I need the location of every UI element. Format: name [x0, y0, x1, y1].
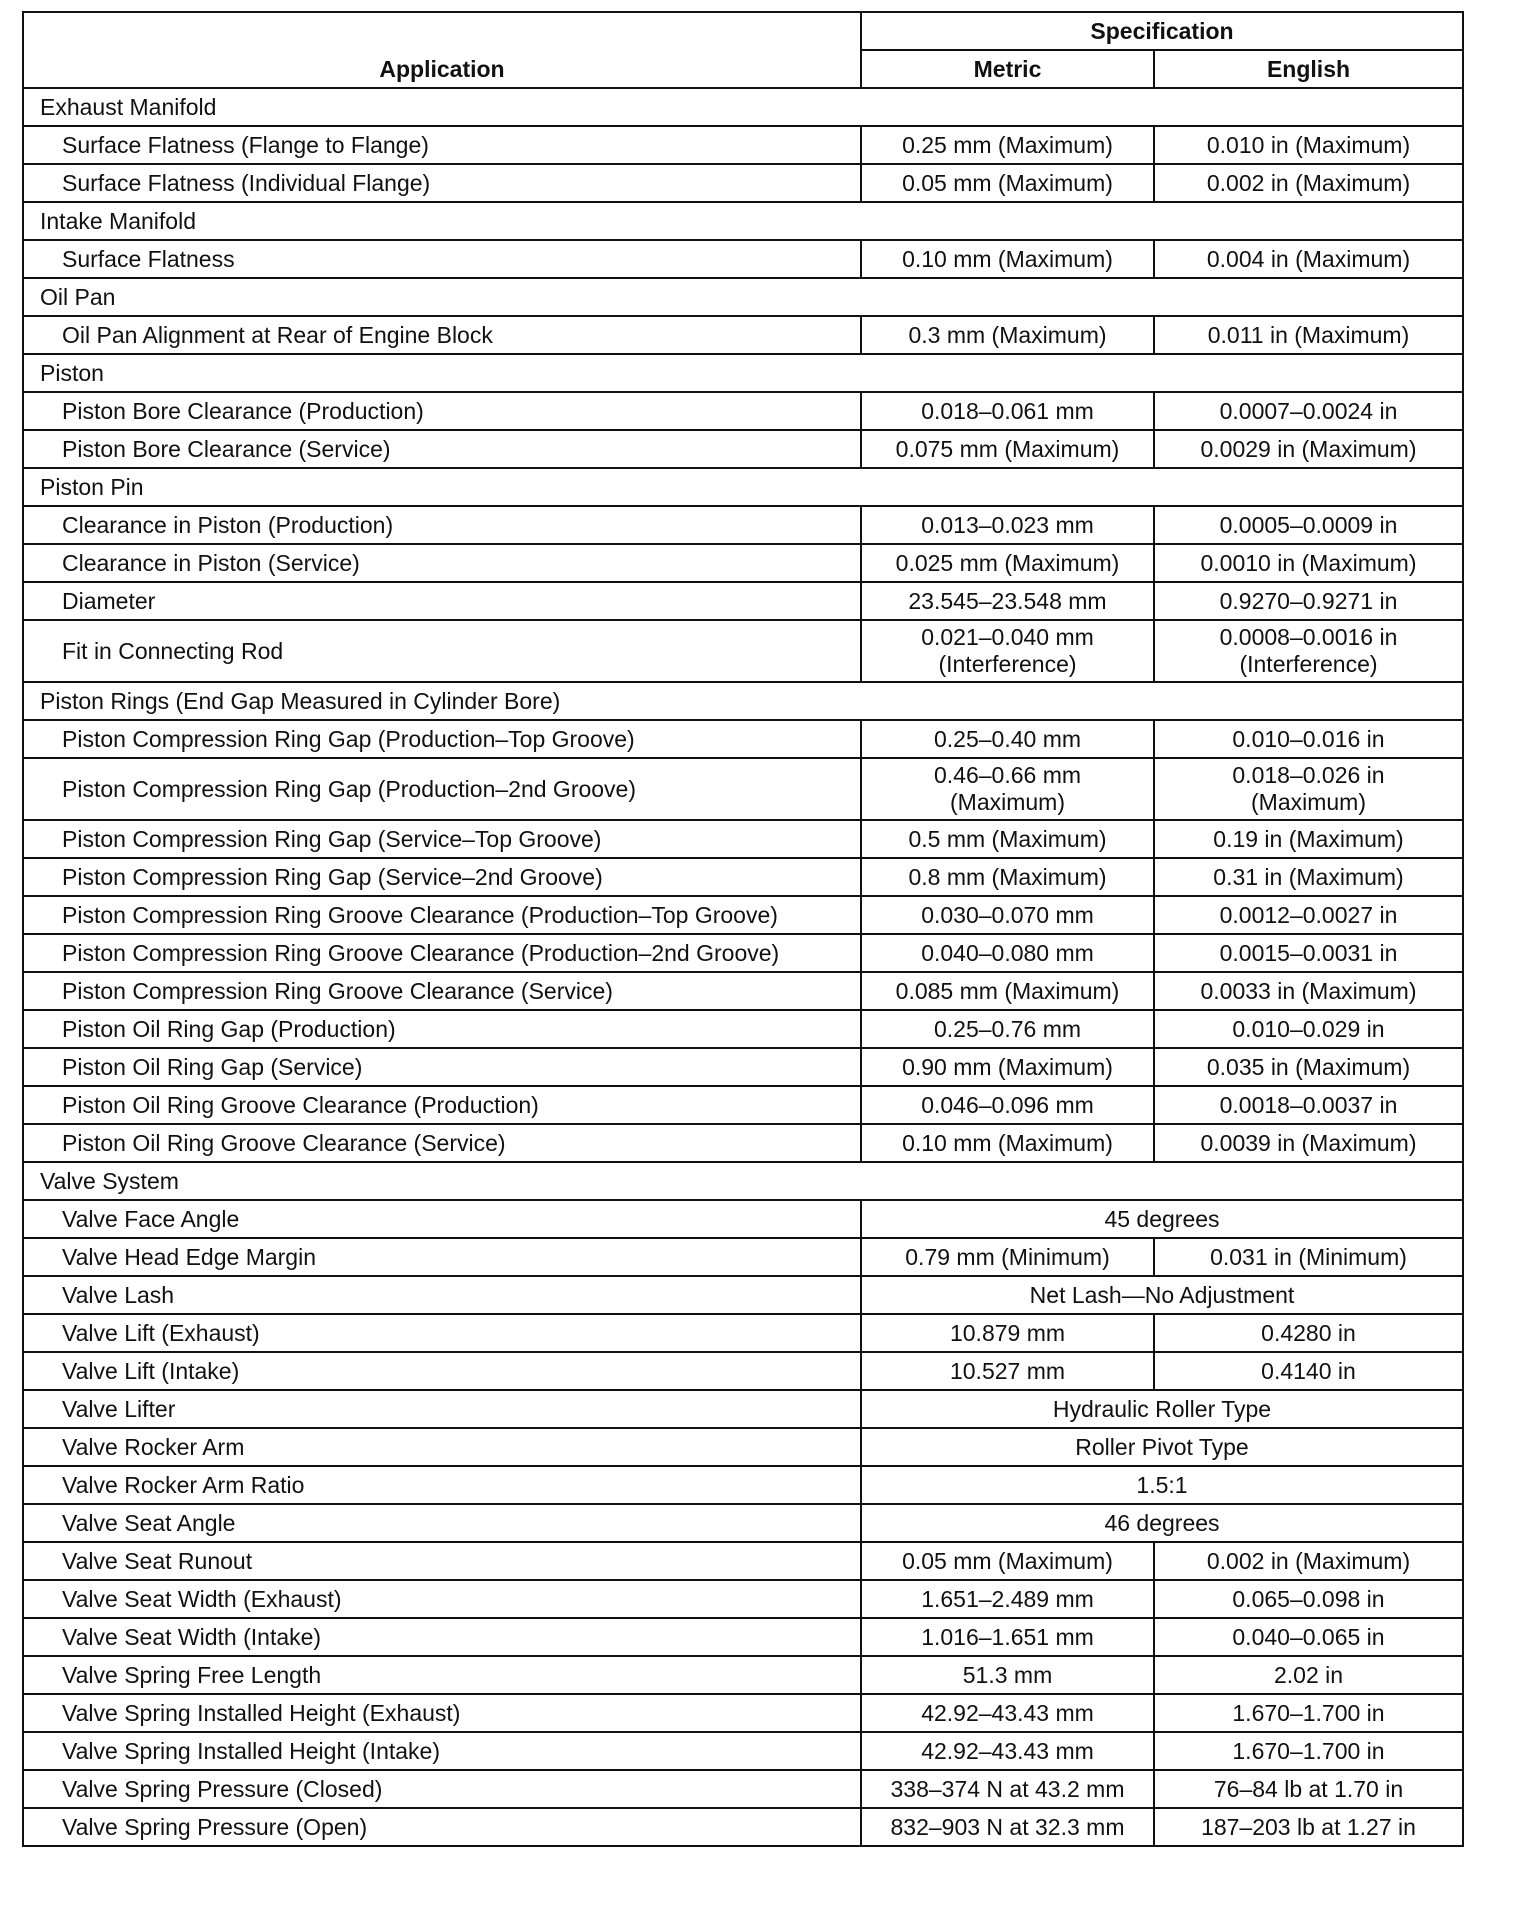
english-cell-value: 0.4140 in [1261, 1357, 1356, 1384]
metric-cell-value: 10.879 mm [949, 1319, 1066, 1346]
header-application: Application [23, 12, 861, 88]
table-row [23, 820, 1463, 858]
metric-cell [861, 620, 1154, 682]
table-row [23, 430, 1463, 468]
metric-cell-value: 0.075 mm (Maximum) [895, 435, 1120, 462]
table-body [23, 88, 1463, 1846]
english-cell [1154, 1656, 1463, 1694]
metric-cell [861, 1770, 1154, 1808]
english-cell [1154, 506, 1463, 544]
application-cell: Valve Head Edge Margin [23, 1238, 861, 1276]
specification-cell: Net Lash—No Adjustment [861, 1276, 1463, 1314]
metric-cell [861, 392, 1154, 430]
metric-cell [861, 506, 1154, 544]
application-cell: Valve Lift (Intake) [23, 1352, 861, 1390]
english-cell-value: 0.0007–0.0024 in [1219, 397, 1398, 424]
section-row [23, 468, 1463, 506]
metric-cell [861, 164, 1154, 202]
english-cell-value: 0.002 in (Maximum) [1206, 1547, 1411, 1574]
section-title: Piston [23, 354, 1463, 392]
metric-cell [861, 430, 1154, 468]
metric-cell-value: 0.25–0.76 mm [933, 1015, 1082, 1042]
specification-cell: Hydraulic Roller Type [861, 1390, 1463, 1428]
english-cell-value: 0.010 in (Maximum) [1206, 131, 1411, 158]
application-cell: Piston Compression Ring Groove Clearance (Production–Top Groove) [23, 896, 861, 934]
application-cell: Piston Oil Ring Groove Clearance (Production) [23, 1086, 861, 1124]
english-cell [1154, 858, 1463, 896]
metric-cell [861, 720, 1154, 758]
english-cell-value: 0.065–0.098 in [1232, 1585, 1385, 1612]
application-cell: Valve Seat Width (Intake) [23, 1618, 861, 1656]
english-cell [1154, 1314, 1463, 1352]
english-cell [1154, 1580, 1463, 1618]
english-cell-value: 0.018–0.026 in [1232, 762, 1385, 788]
table-row [23, 1808, 1463, 1846]
english-cell-value: 0.0018–0.0037 in [1219, 1091, 1398, 1118]
table-row [23, 1694, 1463, 1732]
metric-cell-value: 0.046–0.096 mm [921, 1091, 1094, 1118]
english-cell-note: (Maximum) [1251, 789, 1366, 815]
table-row [23, 1314, 1463, 1352]
metric-cell-value: 0.013–0.023 mm [921, 511, 1094, 538]
english-cell-value: 0.011 in (Maximum) [1207, 321, 1410, 348]
table-row [23, 316, 1463, 354]
english-cell-value: 0.0015–0.0031 in [1219, 939, 1398, 966]
table-row [23, 972, 1463, 1010]
specification-cell: 1.5:1 [861, 1466, 1463, 1504]
application-cell: Valve Rocker Arm [23, 1428, 861, 1466]
application-cell: Valve Lifter [23, 1390, 861, 1428]
metric-cell-value: 42.92–43.43 mm [921, 1737, 1094, 1764]
metric-cell [861, 544, 1154, 582]
application-cell: Piston Compression Ring Gap (Production–Top Groove) [23, 720, 861, 758]
metric-cell-value: 832–903 N at 32.3 mm [890, 1813, 1125, 1840]
header-metric: Metric [861, 50, 1154, 88]
application-cell: Valve Seat Runout [23, 1542, 861, 1580]
english-cell [1154, 1808, 1463, 1846]
metric-cell [861, 582, 1154, 620]
metric-cell [861, 1048, 1154, 1086]
application-cell: Valve Spring Pressure (Closed) [23, 1770, 861, 1808]
table-row [23, 1466, 1463, 1504]
specification-cell: 46 degrees [861, 1504, 1463, 1542]
application-cell: Valve Seat Width (Exhaust) [23, 1580, 861, 1618]
english-cell [1154, 240, 1463, 278]
english-cell [1154, 164, 1463, 202]
application-cell: Valve Spring Pressure (Open) [23, 1808, 861, 1846]
english-cell-value: 0.0033 in (Maximum) [1200, 977, 1417, 1004]
section-row [23, 354, 1463, 392]
english-cell-value: 76–84 lb at 1.70 in [1213, 1775, 1404, 1802]
table-row [23, 1656, 1463, 1694]
table-row [23, 1580, 1463, 1618]
english-cell-value: 2.02 in [1273, 1661, 1344, 1688]
metric-cell [861, 1656, 1154, 1694]
metric-cell-value: 23.545–23.548 mm [908, 587, 1107, 614]
english-cell [1154, 1124, 1463, 1162]
header-specification: Specification [861, 12, 1463, 50]
section-row [23, 278, 1463, 316]
metric-cell-value: 0.030–0.070 mm [921, 901, 1094, 928]
english-cell [1154, 430, 1463, 468]
table-row [23, 1504, 1463, 1542]
metric-cell-value: 338–374 N at 43.2 mm [890, 1775, 1125, 1802]
metric-cell-value: 0.05 mm (Maximum) [902, 1547, 1113, 1574]
table-row [23, 1010, 1463, 1048]
metric-cell [861, 820, 1154, 858]
english-cell-value: 0.19 in (Maximum) [1213, 825, 1404, 852]
english-cell-value: 0.002 in (Maximum) [1206, 169, 1411, 196]
table-row [23, 392, 1463, 430]
english-cell [1154, 1542, 1463, 1580]
english-cell [1154, 1086, 1463, 1124]
application-cell: Surface Flatness (Flange to Flange) [23, 126, 861, 164]
metric-cell [861, 240, 1154, 278]
metric-cell [861, 1618, 1154, 1656]
section-row [23, 202, 1463, 240]
metric-cell-value: 0.5 mm (Maximum) [908, 825, 1107, 852]
specification-cell: Roller Pivot Type [861, 1428, 1463, 1466]
metric-cell [861, 1694, 1154, 1732]
table-row [23, 1086, 1463, 1124]
english-cell-value: 0.0010 in (Maximum) [1200, 549, 1417, 576]
english-cell [1154, 316, 1463, 354]
metric-cell [861, 1238, 1154, 1276]
english-cell-value: 0.0029 in (Maximum) [1200, 435, 1417, 462]
section-title: Oil Pan [23, 278, 1463, 316]
metric-cell [861, 1542, 1154, 1580]
english-cell-value: 0.010–0.016 in [1232, 725, 1385, 752]
english-cell [1154, 544, 1463, 582]
table-row [23, 1048, 1463, 1086]
application-cell: Valve Spring Installed Height (Exhaust) [23, 1694, 861, 1732]
application-cell: Surface Flatness [23, 240, 861, 278]
english-cell-value: 0.4280 in [1261, 1319, 1356, 1346]
english-cell-value: 0.31 in (Maximum) [1213, 863, 1404, 890]
metric-cell-note: (Maximum) [950, 789, 1065, 815]
english-cell [1154, 1770, 1463, 1808]
english-cell [1154, 972, 1463, 1010]
application-cell: Piston Compression Ring Gap (Service–2nd Groove) [23, 858, 861, 896]
metric-cell-value: 42.92–43.43 mm [921, 1699, 1094, 1726]
metric-cell-value: 0.10 mm (Maximum) [902, 245, 1113, 272]
metric-cell-value: 0.46–0.66 mm [933, 762, 1082, 788]
table-header [23, 12, 1463, 88]
english-cell [1154, 1618, 1463, 1656]
metric-cell-value: 0.90 mm (Maximum) [902, 1053, 1113, 1080]
metric-cell-value: 0.040–0.080 mm [921, 939, 1094, 966]
metric-cell-value: 0.3 mm (Maximum) [908, 321, 1107, 348]
application-cell: Valve Rocker Arm Ratio [23, 1466, 861, 1504]
section-title: Intake Manifold [23, 202, 1463, 240]
metric-cell [861, 896, 1154, 934]
english-cell [1154, 896, 1463, 934]
english-cell [1154, 620, 1463, 682]
table-row [23, 896, 1463, 934]
metric-cell-value: 0.085 mm (Maximum) [895, 977, 1120, 1004]
english-cell [1154, 1732, 1463, 1770]
english-cell [1154, 1694, 1463, 1732]
english-cell-note: (Interference) [1239, 651, 1378, 677]
metric-cell-value: 0.25–0.40 mm [933, 725, 1082, 752]
english-cell [1154, 758, 1463, 820]
table-row [23, 1124, 1463, 1162]
table-row [23, 1732, 1463, 1770]
application-cell: Surface Flatness (Individual Flange) [23, 164, 861, 202]
table-row [23, 758, 1463, 820]
metric-cell-value: 0.25 mm (Maximum) [902, 131, 1113, 158]
english-cell-value: 0.9270–0.9271 in [1219, 587, 1398, 614]
metric-cell-value: 1.016–1.651 mm [921, 1623, 1094, 1650]
section-title: Exhaust Manifold [23, 88, 1463, 126]
table-row [23, 506, 1463, 544]
english-cell [1154, 1010, 1463, 1048]
application-cell: Valve Spring Free Length [23, 1656, 861, 1694]
application-cell: Valve Lift (Exhaust) [23, 1314, 861, 1352]
english-cell [1154, 582, 1463, 620]
application-cell: Piston Compression Ring Groove Clearance (Production–2nd Groove) [23, 934, 861, 972]
table-row [23, 582, 1463, 620]
section-title: Piston Rings (End Gap Measured in Cylinder Bore) [23, 682, 1463, 720]
english-cell-value: 0.0039 in (Maximum) [1200, 1129, 1417, 1156]
application-cell: Piston Oil Ring Gap (Service) [23, 1048, 861, 1086]
english-cell-value: 0.010–0.029 in [1232, 1015, 1385, 1042]
metric-cell-note: (Interference) [938, 651, 1077, 677]
english-cell [1154, 1048, 1463, 1086]
english-cell-value: 1.670–1.700 in [1232, 1699, 1385, 1726]
metric-cell-value: 0.10 mm (Maximum) [902, 1129, 1113, 1156]
application-cell: Piston Compression Ring Gap (Production–2nd Groove) [23, 758, 861, 820]
section-row [23, 1162, 1463, 1200]
application-cell: Piston Oil Ring Groove Clearance (Service) [23, 1124, 861, 1162]
specification-cell: 45 degrees [861, 1200, 1463, 1238]
section-row [23, 88, 1463, 126]
metric-cell [861, 934, 1154, 972]
table-row [23, 1428, 1463, 1466]
metric-cell-value: 0.79 mm (Minimum) [905, 1243, 1110, 1270]
application-cell: Valve Seat Angle [23, 1504, 861, 1542]
table-row [23, 1200, 1463, 1238]
section-title: Piston Pin [23, 468, 1463, 506]
application-cell: Piston Bore Clearance (Service) [23, 430, 861, 468]
metric-cell-value: 10.527 mm [949, 1357, 1066, 1384]
application-cell: Clearance in Piston (Service) [23, 544, 861, 582]
table-row [23, 164, 1463, 202]
english-cell [1154, 1352, 1463, 1390]
specification-table [22, 11, 1464, 1847]
section-row [23, 682, 1463, 720]
application-cell: Clearance in Piston (Production) [23, 506, 861, 544]
english-cell [1154, 126, 1463, 164]
metric-cell-value: 0.05 mm (Maximum) [902, 169, 1113, 196]
application-cell: Fit in Connecting Rod [23, 620, 861, 682]
table-row [23, 1770, 1463, 1808]
metric-cell [861, 126, 1154, 164]
table-row [23, 720, 1463, 758]
english-cell [1154, 1238, 1463, 1276]
metric-cell-value: 0.025 mm (Maximum) [895, 549, 1120, 576]
metric-cell [861, 1124, 1154, 1162]
table-row [23, 620, 1463, 682]
application-cell: Oil Pan Alignment at Rear of Engine Block [23, 316, 861, 354]
metric-cell [861, 1352, 1154, 1390]
application-cell: Diameter [23, 582, 861, 620]
english-cell-value: 1.670–1.700 in [1232, 1737, 1385, 1764]
metric-cell-value: 0.8 mm (Maximum) [908, 863, 1107, 890]
table-row [23, 1390, 1463, 1428]
metric-cell [861, 858, 1154, 896]
english-cell [1154, 934, 1463, 972]
metric-cell [861, 316, 1154, 354]
table-row [23, 1618, 1463, 1656]
metric-cell [861, 1580, 1154, 1618]
header-english: English [1154, 50, 1463, 88]
application-cell: Piston Compression Ring Groove Clearance (Service) [23, 972, 861, 1010]
table-row [23, 1238, 1463, 1276]
table-row [23, 1352, 1463, 1390]
table-row [23, 544, 1463, 582]
section-title: Valve System [23, 1162, 1463, 1200]
application-cell: Valve Face Angle [23, 1200, 861, 1238]
english-cell [1154, 820, 1463, 858]
metric-cell-value: 0.018–0.061 mm [921, 397, 1094, 424]
application-cell: Valve Spring Installed Height (Intake) [23, 1732, 861, 1770]
metric-cell [861, 1314, 1154, 1352]
english-cell-value: 0.0012–0.0027 in [1219, 901, 1398, 928]
metric-cell [861, 758, 1154, 820]
table-row [23, 126, 1463, 164]
english-cell-value: 0.004 in (Maximum) [1206, 245, 1411, 272]
application-cell: Piston Oil Ring Gap (Production) [23, 1010, 861, 1048]
english-cell-value: 0.035 in (Maximum) [1206, 1053, 1411, 1080]
table-row [23, 934, 1463, 972]
english-cell-value: 0.0005–0.0009 in [1219, 511, 1398, 538]
english-cell-value: 0.040–0.065 in [1232, 1623, 1385, 1650]
table-row [23, 1276, 1463, 1314]
table-row [23, 1542, 1463, 1580]
metric-cell [861, 1808, 1154, 1846]
metric-cell [861, 1732, 1154, 1770]
metric-cell-value: 0.021–0.040 mm [921, 624, 1094, 650]
application-cell: Piston Bore Clearance (Production) [23, 392, 861, 430]
metric-cell [861, 1086, 1154, 1124]
table-row [23, 240, 1463, 278]
english-cell [1154, 720, 1463, 758]
application-cell: Valve Lash [23, 1276, 861, 1314]
metric-cell [861, 972, 1154, 1010]
application-cell: Piston Compression Ring Gap (Service–Top Groove) [23, 820, 861, 858]
metric-cell [861, 1010, 1154, 1048]
english-cell-value: 187–203 lb at 1.27 in [1201, 1813, 1416, 1840]
table-row [23, 858, 1463, 896]
metric-cell-value: 51.3 mm [962, 1661, 1053, 1688]
metric-cell-value: 1.651–2.489 mm [921, 1585, 1094, 1612]
english-cell-value: 0.0008–0.0016 in [1219, 624, 1398, 650]
english-cell [1154, 392, 1463, 430]
english-cell-value: 0.031 in (Minimum) [1210, 1243, 1407, 1270]
